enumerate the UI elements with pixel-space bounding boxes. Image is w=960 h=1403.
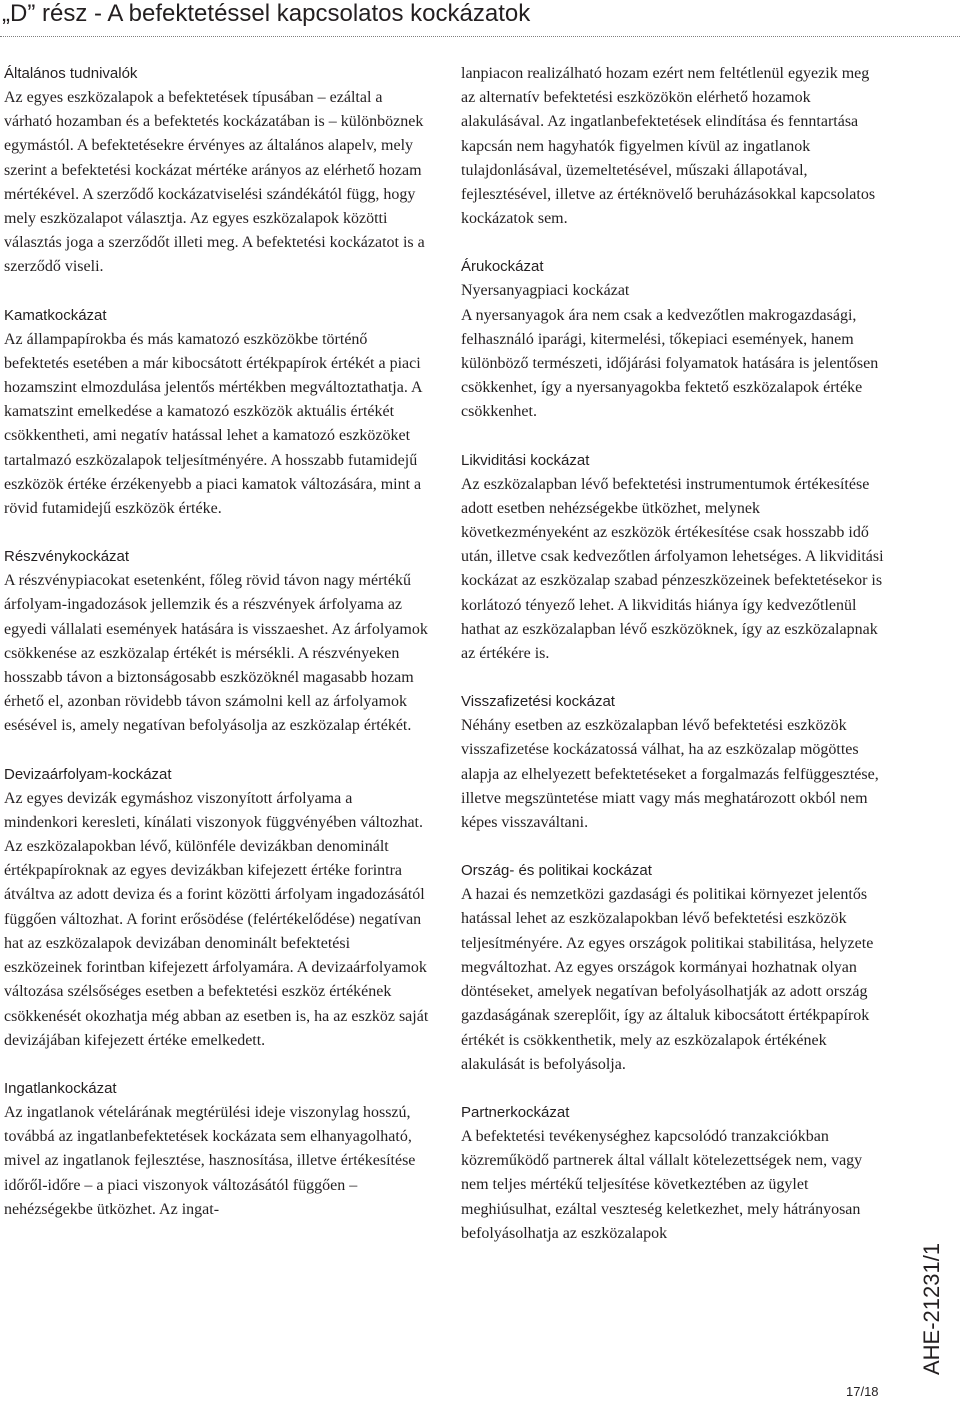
section-subheading: Nyersanyagpiaci kockázat (461, 282, 630, 300)
section-devizaarfolyam (4, 763, 429, 1053)
page-number: 17/18 (846, 1384, 879, 1399)
document-code: AHE-21231/1 (919, 1242, 944, 1375)
section-arukockazat (461, 255, 886, 424)
section-likviditasi (461, 449, 886, 667)
section-altalanos (4, 62, 429, 280)
section-heading: Részvénykockázat (4, 548, 130, 566)
section-heading: Ingatlankockázat (4, 1079, 117, 1097)
section-text: lanpiacon realizálható hozam ezért nem feltétlenül egyezik meg az alternatív befektetési eszközökön elérhető hozamok alakulásával. Az ingatlanbefektetések elindítása és fenntartása kapcsán nem hagyhatók figyelmen kívül az ingatlanok tulajdonlásával, üzemeltetésével, műszaki állapotával, fejlesztésével, illetve az értéknövelő beruházásokkal kapcsolatos kockázatok sem. (461, 65, 876, 228)
section-text: A részvénypiacokat esetenként, főleg rövid távon nagy mértékű árfolyam-ingadozások jellemzik és a részvények árfolyama az egyedi vállalati események hatására is visszaeshet. Az árfolyamok csökkenése az eszközalap értékét is mérsékli. A részvényeken hosszabb távon a biztonságosabb eszközöknél magasabb hozam érhető el, azonban rövidebb távon számolni kell az árfolyamok esésével is, amely negatívan befolyásolja az eszközalap értékét. (4, 572, 428, 735)
section-ingatlankockazat (4, 1077, 429, 1222)
section-heading: Kamatkockázat (4, 306, 107, 324)
section-heading: Devizaárfolyam-kockázat (4, 765, 172, 783)
section-text: Az állampapírokba és más kamatozó eszközökbe történő befektetés esetében a már kibocsátott értékpapírok értékét a piaci hozamszint elmozdulása jelentős mértékben megváltoztathatja. A kamatszint emelkedése a kamatozó eszközök aktuális értékét csökkentheti, ami negatív hatással lehet a kamatozó eszközöket tartalmazó eszközalapok teljesítményére. A hosszabb futamidejű eszközök értéke érzékenyebb a piaci kamatok változására, mint a rövid futamidejű eszközök értéke. (4, 330, 422, 518)
section-reszvenykockazat (4, 545, 429, 738)
section-heading: Általános tudnivalók (4, 65, 138, 82)
section-text: Néhány esetben az eszközalapban lévő befektetési eszközök visszafizetése kockázatossá válhat, ha az eszközalap mögöttes alapja az elhelyezett befektetéseket a forgalmazás felfüggesztése, illetve megszüntetése miatt vagy más meghatározott okból nem képes visszaváltani. (461, 717, 879, 832)
section-text: A befektetési tevékenységhez kapcsolódó tranzakciókban közreműködő partnerek által vállalt kötelezettségek nem, vagy nem teljes mértékű teljesítése következtében az ügylet meghiúsulhat, ezáltal veszteség keletkezhet, mely hátrányosan befolyásolhatja az eszközalapok (461, 1127, 863, 1242)
section-orszag-politikai (461, 859, 886, 1077)
section-partnerkockazat (461, 1101, 886, 1246)
section-text: A nyersanyagok ára nem csak a kedvezőtlen makrogazdasági, felhasználó iparági, kitermelési, tőkepiaci események, hanem különböző természeti, időjárási folyamatok hatására is jelentősen csökkenhet, így a nyersanyagokba fektető eszközalapok értéke csökkenhet. (461, 306, 879, 421)
right-column (461, 62, 886, 1270)
section-text: Az eszközalapban lévő befektetési instrumentumok értékesítése adott esetben nehézségekbe ütközhet, melynek következményeként az eszközök értékesítése csak hosszabb idő után, illetve csak kedvezőtlen árfolyamon lehetséges. A likviditási kockázat az eszközalap szabad pénzeszközeinek befektetésekor is korlátozó tényező lehet. A likviditás hiánya így kedvezőtlenül hathat az eszközalapban lévő eszközöknek, így az eszközalapnak az értékére is. (461, 475, 884, 663)
section-text: Az egyes eszközalapok a befektetések típusában – ezáltal a várható hozamban és a befektetés kockázatában is – különböznek egymástól. A befektetésekre érvényes az általános alapelv, mely szerint a befektetési kockázat mértéke arányos az elérhető hozam mértékével. A szerződő kockázatviselési szándékától függ, hogy mely eszközalapot választja. Az egyes eszközalapok közötti választás joga a szerződőt illeti meg. A befektetési kockázatot is a szerződő viseli. (4, 89, 425, 276)
page-title: „D” rész - A befektetéssel kapcsolatos kockázatok (2, 0, 531, 27)
section-heading: Ország- és politikai kockázat (461, 862, 652, 880)
section-text: A hazai és nemzetközi gazdasági és politikai környezet jelentős hatással lehet az eszközalapokban lévő befektetési eszközök teljesítményére. Az egyes országok politikai stabilitása, helyzete megváltozhat. Az egyes országok kormányai hozhatnak olyan döntéseket, amelyek negatívan befolyásolhatják az adott ország gazdaságának szereplőit, így az általuk kibocsátott értékpapírok értékét is csökkenthetik, mely az eszközalapok értékének alakulását is befolyásolja. (461, 886, 874, 1073)
section-heading: Partnerkockázat (461, 1103, 570, 1121)
section-heading: Árukockázat (461, 258, 544, 276)
section-text: Az ingatlanok vételárának megtérülési ideje viszonylag hosszú, továbbá az ingatlanbefektetések kockázata sem elhanyagolható, mivel az ingatlanok fejlesztése, hasznosítása, illetve értékesítése időről-időre – a piaci viszonyok változásától függően – nehézségekbe ütközhet. Az ingat- (4, 1103, 416, 1218)
section-heading: Visszafizetési kockázat (461, 693, 615, 711)
section-heading: Likviditási kockázat (461, 451, 590, 469)
title-divider (0, 36, 960, 37)
section-ingatlan-continued (461, 62, 886, 231)
section-kamatkockazat (4, 304, 429, 522)
section-visszafizetesi (461, 690, 886, 835)
left-column (4, 62, 429, 1246)
section-text: Az egyes devizák egymáshoz viszonyított árfolyama a mindenkori keresleti, kínálati viszonyok függvényében változhat. Az eszközalapokban lévő, különféle devizákban denominált értékpapíroknak az egyes devizákban kifejezett értéke forintra átváltva az adott deviza és a forint közötti árfolyam ingadozásától függően változhat. A forint erősödése (felértékelődése) negatívan hat az eszközalapok devizában denominált befektetési eszközeinek forintban kifejezett árfolyamára. A devizaárfolyamok változása szélsőséges esetben a befektetési eszköz értékének csökkenését okozhatja még abban az esetben is, ha az eszköz saját devizájában kifejezett értéke emelkedett. (4, 789, 429, 1049)
